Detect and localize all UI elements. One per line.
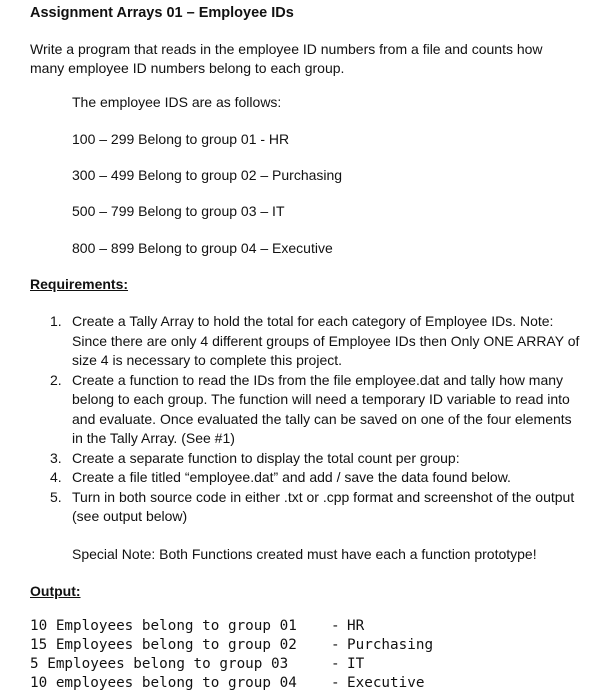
output-dash: - (331, 656, 340, 672)
document-title: Assignment Arrays 01 – Employee IDs (30, 5, 294, 21)
requirements-list (40, 312, 585, 527)
requirement-number: 2. (50, 371, 62, 388)
output-dash: - (331, 618, 340, 634)
requirement-item (40, 449, 585, 469)
special-note: Special Note: Both Functions created must have each a function prototype! (72, 546, 537, 562)
requirement-number: 3. (50, 449, 62, 466)
requirements-heading: Requirements: (30, 276, 129, 292)
output-line (30, 617, 433, 636)
output-group-name: IT (347, 656, 365, 672)
output-dash: - (331, 637, 340, 653)
requirement-text: Create a Tally Array to hold the total for each category of Employee IDs. Note: Since there are only 4 different groups of Employee IDs then Only ONE ARRAY of size 4 is necessary to complete this project. (72, 313, 580, 368)
ids-intro: The employee IDS are as follows: (72, 94, 282, 110)
output-group-name: Executive (347, 675, 425, 691)
group-range-04: 800 – 899 Belong to group 04 – Executive (72, 240, 333, 256)
output-group-name: Purchasing (347, 637, 434, 653)
requirement-text: Turn in both source code in either .txt or .cpp format and screenshot of the output (see output below) (72, 488, 575, 524)
output-line (30, 655, 433, 674)
output-count-text: 5 Employees belong to group 03 (30, 656, 289, 672)
group-range-02: 300 – 499 Belong to group 02 – Purchasing (72, 167, 343, 183)
requirement-item (40, 488, 585, 527)
output-dash: - (331, 675, 340, 691)
requirement-number: 1. (50, 313, 62, 329)
intro-paragraph: Write a program that reads in the employee ID numbers from a file and counts how many employee ID numbers belong to each group. (30, 41, 543, 76)
output-block (30, 617, 433, 693)
group-range-01: 100 – 299 Belong to group 01 - HR (72, 131, 290, 147)
output-count-text: 10 Employees belong to group 01 (30, 618, 297, 634)
output-heading: Output: (30, 583, 81, 599)
requirement-item (40, 468, 585, 488)
output-group-name: HR (347, 618, 365, 634)
requirement-item (40, 371, 585, 449)
requirement-text: Create a separate function to display the total count per group: (72, 449, 460, 466)
group-range-03: 500 – 799 Belong to group 03 – IT (72, 203, 285, 219)
output-line (30, 636, 433, 655)
requirement-text: Create a function to read the IDs from the file employee.dat and tally how many belong to each group. The function will need a temporary ID variable to read into and evaluate. Once evaluated the tally can be saved on one of the four elements in the Tally Array. (See #1) (72, 371, 572, 446)
requirement-text: Create a file titled “employee.dat” and add / save the data found below. (72, 469, 511, 485)
output-line (30, 674, 433, 693)
output-count-text: 15 Employees belong to group 02 (30, 637, 297, 653)
requirement-number: 5. (50, 488, 62, 505)
requirement-number: 4. (50, 469, 62, 485)
output-count-text: 10 employees belong to group 04 (30, 675, 297, 691)
requirement-item (40, 312, 585, 371)
